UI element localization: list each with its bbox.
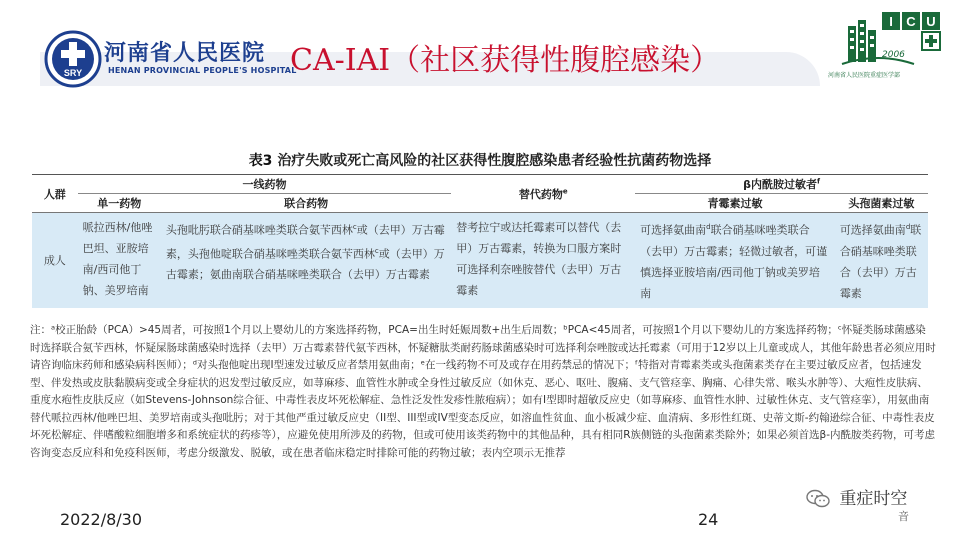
col-header-single: 单一药物 <box>78 194 161 213</box>
svg-text:U: U <box>926 14 936 29</box>
hospital-name-en: HENAN PROVINCIAL PEOPLE'S HOSPITAL <box>108 66 297 75</box>
cell-combo: 头孢吡肟联合硝基咪唑类联合氨苄西林$^c$或（去甲）万古霉素，头孢他啶联合硝基咪唑类联合氨苄西林$^c$或（去甲）万古霉素；氨曲南联合硝基咪唑类联合（去甲）万古霉素 <box>161 213 451 308</box>
table-caption <box>0 150 960 170</box>
table-caption-text: 治疗失败或死亡高风险的社区获得性腹腔感染患者经验性抗菌药物选择 <box>277 153 712 169</box>
col-header-penicillin: 青霉素过敏 <box>635 194 835 213</box>
dept-year: 2006 <box>882 50 905 60</box>
col-header-first-line: 一线药物 <box>78 175 452 194</box>
svg-text:I: I <box>889 14 893 29</box>
cell-alternative: 替考拉宁或达托霉素可以替代（去甲）万古霉素，转换为口服方案时可选择利奈唑胺替代（去甲）万古霉素 <box>451 213 635 308</box>
col-header-combo: 联合药物 <box>161 194 451 213</box>
table-number: 表3 <box>248 153 273 169</box>
svg-text:C: C <box>906 14 916 29</box>
watermark-tail: 音 <box>898 510 909 523</box>
table-row <box>32 213 928 308</box>
col-header-cephalosporin: 头孢菌素过敏 <box>835 194 928 213</box>
antibiotic-table <box>32 174 928 308</box>
cell-penicillin: 可选择氨曲南$^d$联合硝基咪唑类联合（去甲）万古霉素；轻微过敏者，可谨慎选择亚胺培南/西司他丁钠或美罗培南 <box>635 213 835 308</box>
dept-name: 河南省人民医院重症医学部 <box>828 72 901 79</box>
cell-group: 成人 <box>32 213 78 308</box>
slide-header <box>0 0 960 90</box>
hospital-logo <box>44 30 102 88</box>
svg-text:SRY: SRY <box>63 68 83 78</box>
watermark <box>806 484 907 509</box>
hospital-name-cn: 河南省人民医院 <box>104 40 266 66</box>
cell-cephalosporin: 可选择氨曲南$^d$联合硝基咪唑类联合（去甲）万古霉素 <box>835 213 928 308</box>
slide-title: CA-IAI（社区获得性腹腔感染） <box>290 43 721 78</box>
wechat-icon <box>806 489 830 509</box>
col-header-group: 人群 <box>32 175 78 213</box>
watermark-text: 重症时空 <box>839 489 908 509</box>
slide-date: 2022/8/30 <box>60 510 143 529</box>
col-header-alternative: 替代药物$^e$ <box>451 175 635 213</box>
cell-single: 哌拉西林/他唑巴坦、亚胺培南/西司他丁钠、美罗培南 <box>78 213 161 308</box>
slide-number: 24 <box>698 510 719 529</box>
table-notes: 注：ᵃ校正胎龄（PCA）>45周者，可按照1个月以上婴幼儿的方案选择药物，PCA=出生时妊娠周数+出生后周数；ᵇPCA<45周者，可按照1个月以下婴幼儿的方案选择药物；ᶜ怀疑类肠球菌感染时选择联合氨苄西林，怀疑屎肠球菌感染时选择（去甲）万古霉素替代氨苄西林，怀疑糖肽类耐药肠球菌感染时可选择利奈唑胺或达托霉素（可用于12岁以上儿童或成人，其他年龄患者必须应用时请咨询临床药师和感染病科医师）；ᵈ对头孢他啶出现I型速发过敏反应者禁用氨曲南；ᵉ在一线药物不可及或存在用药禁忌的情况下；ᶠ特指对青霉素类或头孢菌素类存在主要过敏反应者，包括速发型、伴发热或皮肤黏膜病变或全身症状的迟发型过敏反应，如荨麻疹、血管性水肿或全身性过敏反应（如休克、恶心、呕吐、腹痛、支气管痉挛、胸痛、心律失常、喉头水肿等）、大疱性皮肤病、重度水疱性皮肤反应（如Stevens-Johnson综合征、中毒性表皮坏死松解症、急性泛发性发疹性脓疱病）；如有I型即时超敏反应史（如荨麻疹、血管性水肿、过敏性休克、支气管痉挛），用氨曲南替代哌拉西林/他唑巴坦、美罗培南或头孢吡肟；对于其他严重过敏反应史（II型、III型或IV型变态反应，如溶血性贫血、血小板减少症、血清病、多形性红斑、史蒂文斯-约翰逊综合征、中毒性表皮坏死松解症、伴嗜酸粒细胞增多和系统症状的药疹等），应避免使用所涉及的药物，但或可使用该类药物中的其他品种，具有相同R族侧链的头孢菌素类除外；如果必须首选β-内酰胺类药物，可考虑咨询变态反应科和免疫科医师，考虑分级激发、脱敏，或在患者临床稳定时排除可能的药物过敏；表内空项示无推荐 <box>30 324 936 459</box>
col-header-beta-lactam-allergy: β内酰胺过敏者$^f$ <box>635 175 928 194</box>
